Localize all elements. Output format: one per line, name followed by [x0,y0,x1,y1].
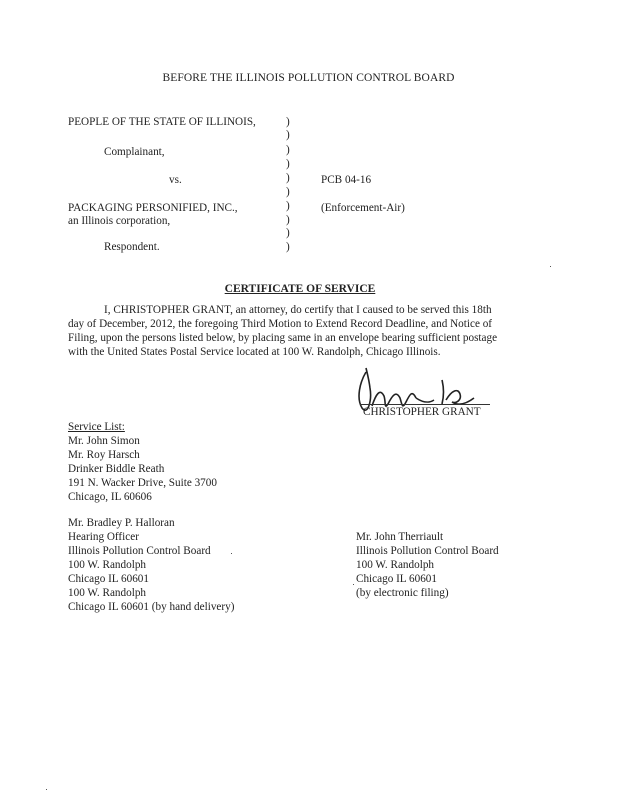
caption-paren: ) [286,241,290,253]
defendant-role: Respondent. [104,241,160,253]
certificate-line: day of December, 2012, the foregoing Third Motion to Extend Record Deadline, and Notice of [68,318,493,330]
recipient-line: Drinker Biddle Reath [68,463,165,475]
document-heading: BEFORE THE ILLINOIS POLLUTION CONTROL BOARD [162,72,455,84]
recipient-line: 100 W. Randolph [68,587,147,599]
service-list-title [68,420,125,434]
plaintiff-role: Complainant, [104,146,165,158]
caption-paren: ) [286,144,290,156]
recipient-line: Illinois Pollution Control Board [356,545,499,557]
certificate-body [68,303,538,359]
case-type: (Enforcement-Air) [321,202,405,214]
caption-paren: ) [286,172,290,184]
recipient-line: Chicago IL 60601 (by hand delivery) [68,601,235,613]
recipient-line: Mr. John Simon [68,435,140,447]
plaintiff-name: PEOPLE OF THE STATE OF ILLINOIS, [68,116,256,128]
recipient-line: 100 W. Randolph [68,559,147,571]
recipient-block-2 [68,516,234,614]
defendant-description: an Illinois corporation, [68,215,171,227]
recipient-line: Hearing Officer [68,531,139,543]
recipient-line: Mr. Roy Harsch [68,449,140,461]
recipient-line: Chicago IL 60601 [68,573,149,585]
caption-paren: ) [286,200,290,212]
recipient-line: 191 N. Wacker Drive, Suite 3700 [68,477,217,489]
scan-speck [353,584,354,585]
scan-speck [231,553,232,554]
signer-name: CHRISTOPHER GRANT [363,406,481,418]
versus-label: vs. [169,174,182,186]
certificate-line: Filing, upon the persons listed below, by placing same in an envelope bearing sufficient postage [68,332,498,344]
certificate-line: with the United States Postal Service located at 100 W. Randolph, Chicago Illinois. [68,346,441,358]
recipient-line: Chicago IL 60601 [356,573,437,585]
defendant-name: PACKAGING PERSONIFIED, INC., [68,202,238,214]
recipient-block-3 [356,530,499,600]
recipient-line: Mr. John Therriault [356,531,444,543]
service-list-title-text: Service List: [68,421,125,433]
recipient-line: Mr. Bradley P. Halloran [68,517,175,529]
recipient-line: Chicago, IL 60606 [68,491,152,503]
recipient-block-1 [68,434,217,504]
scan-speck [46,789,47,790]
caption-paren: ) [286,116,290,128]
caption-paren: ) [286,214,290,226]
recipient-line: (by electronic filing) [356,587,449,599]
case-number: PCB 04-16 [321,174,372,186]
caption-paren: ) [286,227,290,239]
scan-speck [550,266,551,267]
recipient-line: Illinois Pollution Control Board [68,545,211,557]
certificate-line: I, CHRISTOPHER GRANT, an attorney, do certify that I caused to be served this 18th [104,304,492,316]
caption-paren: ) [286,186,290,198]
certificate-title: CERTIFICATE OF SERVICE [224,283,376,295]
recipient-line: 100 W. Randolph [356,559,435,571]
caption-paren: ) [286,129,290,141]
caption-paren: ) [286,158,290,170]
